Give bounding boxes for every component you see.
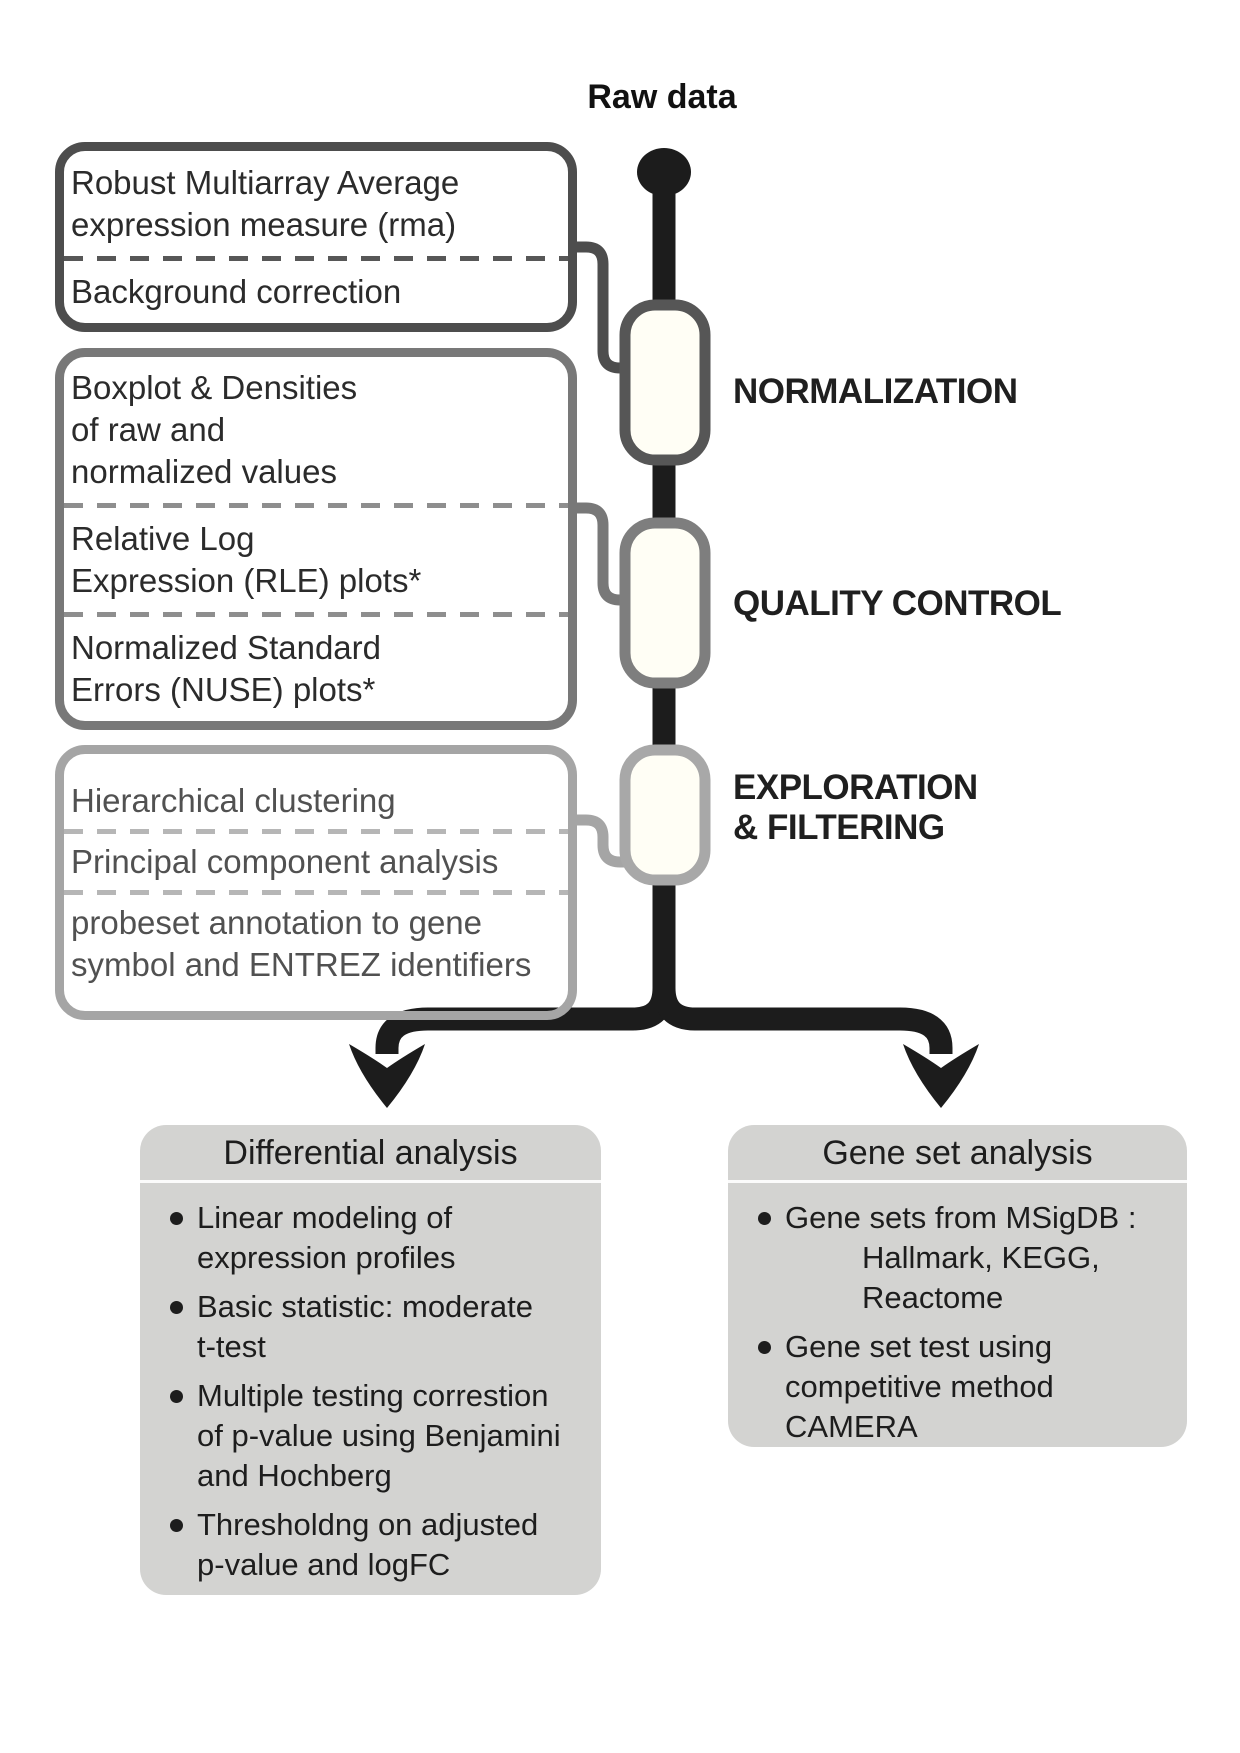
bullet-line: expression profiles <box>197 1240 456 1275</box>
box-text-line: symbol and ENTREZ identifiers <box>71 945 532 983</box>
gene-set-analysis-panel <box>728 1125 1187 1447</box>
box-text-line: probeset annotation to gene <box>71 903 483 941</box>
bullet-marker-icon <box>170 1519 183 1532</box>
differential-analysis-panel <box>140 1125 601 1595</box>
bullet-line: of p-value using Benjamini <box>197 1418 561 1453</box>
box-text-line: Robust Multiarray Average <box>71 163 460 201</box>
bullet-text <box>197 1505 538 1585</box>
list-item <box>170 1505 595 1585</box>
quality-control-box <box>55 348 577 730</box>
list-item <box>170 1198 595 1278</box>
box-text-line: of raw and <box>71 411 226 448</box>
bullet-marker-icon <box>170 1301 183 1314</box>
stage-label-exploration <box>733 768 978 848</box>
pill-exploration <box>625 750 705 880</box>
box-text-line: Hierarchical clustering <box>71 781 396 819</box>
box-text-line: Boxplot & Densities <box>71 369 358 406</box>
bullet-line: Basic statistic: moderate <box>197 1289 533 1324</box>
box-section <box>64 152 568 256</box>
stage-label-quality-control: QUALITY CONTROL <box>733 584 1062 623</box>
exploration-box <box>55 745 577 1020</box>
bullet-text <box>197 1198 455 1278</box>
stage-label-line: & FILTERING <box>733 808 945 847</box>
box-section <box>64 261 568 323</box>
raw-data-node <box>637 148 691 196</box>
list-item <box>170 1376 595 1496</box>
bullet-line: Gene set test using <box>785 1329 1053 1364</box>
bullet-marker-icon <box>170 1212 183 1225</box>
bullet-marker-icon <box>758 1212 771 1225</box>
box-text-line: Normalized Standard <box>71 629 381 666</box>
bullet-marker-icon <box>170 1390 183 1403</box>
raw-data-label: Raw data <box>587 78 737 116</box>
bullet-line: Linear modeling of <box>197 1200 453 1235</box>
bullet-line: CAMERA <box>785 1409 918 1444</box>
fork-arm-right <box>664 978 941 1054</box>
bullet-marker-icon <box>758 1341 771 1354</box>
bullet-line: Gene sets from MSigDB : <box>785 1200 1137 1235</box>
box-text-line: Principal component analysis <box>71 842 499 880</box>
box-text-line: Background correction <box>71 272 402 310</box>
box-text-line: Relative Log <box>71 520 255 557</box>
list-item <box>758 1198 1181 1318</box>
bullet-subline: Reactome <box>862 1280 1004 1315</box>
box-text-line: Errors (NUSE) plots* <box>71 671 376 708</box>
box-text-line: expression measure (rma) <box>71 205 457 243</box>
bullet-line: competitive method <box>785 1369 1054 1404</box>
panel-body <box>140 1183 601 1585</box>
bullet-line: Multiple testing correstion <box>197 1378 549 1413</box>
panel-body <box>728 1183 1187 1447</box>
bullet-text <box>197 1376 561 1496</box>
box-text-line: normalized values <box>71 453 337 490</box>
bullet-text <box>197 1287 533 1367</box>
list-item <box>758 1327 1181 1447</box>
bullet-line: t-test <box>197 1329 266 1364</box>
box-section <box>64 773 568 829</box>
normalization-box <box>55 142 577 332</box>
box-section <box>64 617 568 721</box>
bullet-line: Thresholdng on adjusted <box>197 1507 539 1542</box>
bullet-line: p-value and logFC <box>197 1547 451 1582</box>
stage-label-line: EXPLORATION <box>733 768 978 807</box>
pill-quality-control <box>625 523 705 683</box>
bullet-line: and Hochberg <box>197 1458 392 1493</box>
bullet-text <box>785 1198 1136 1318</box>
stage-label-normalization: NORMALIZATION <box>733 372 1018 411</box>
box-section <box>64 834 568 890</box>
box-section <box>64 508 568 612</box>
panel-title: Gene set analysis <box>822 1134 1093 1172</box>
pill-normalization <box>625 305 705 460</box>
box-text-line: Expression (RLE) plots* <box>71 562 422 599</box>
bullet-subline: Hallmark, KEGG, <box>862 1240 1100 1275</box>
box-section <box>64 357 568 503</box>
box-section <box>64 895 568 993</box>
list-item <box>170 1287 595 1367</box>
bullet-text <box>785 1327 1054 1447</box>
panel-title: Differential analysis <box>223 1134 518 1172</box>
